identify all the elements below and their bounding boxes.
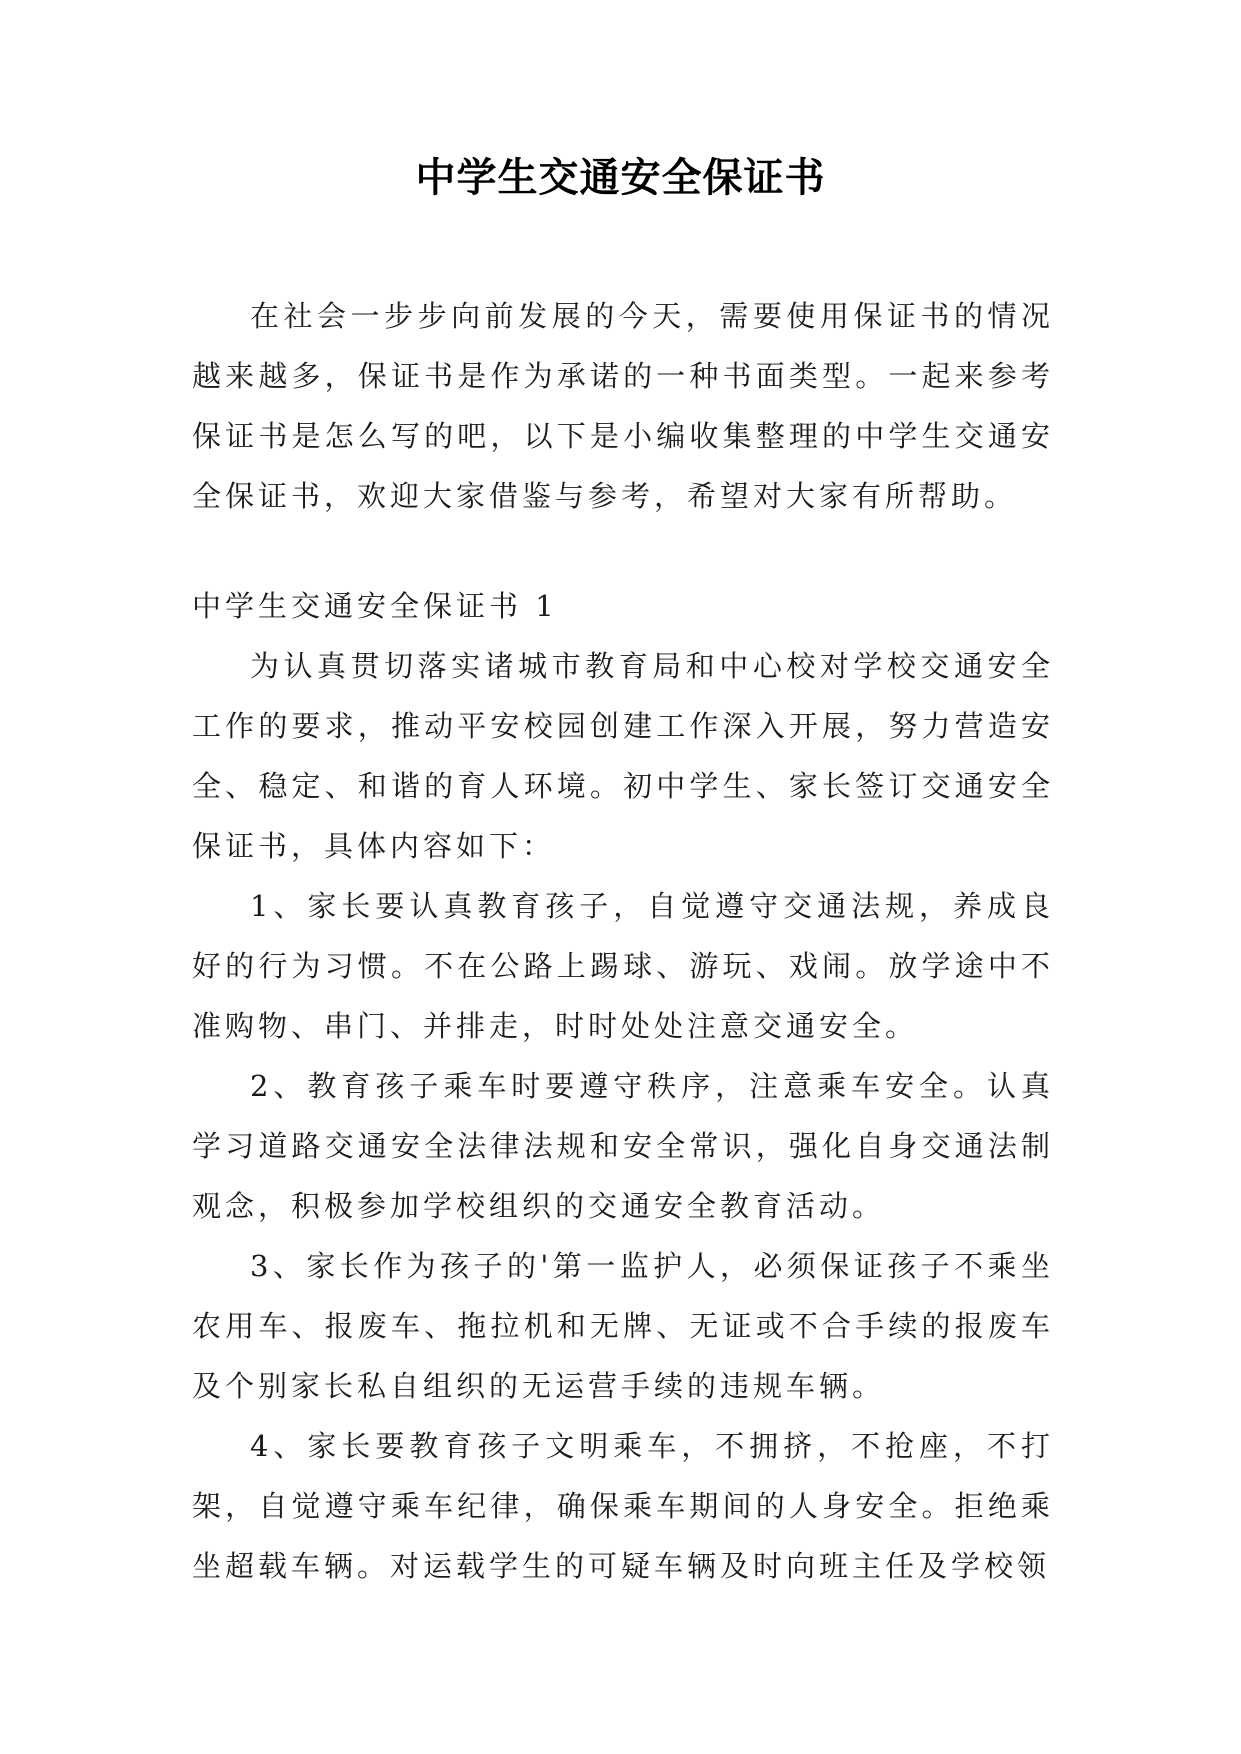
body-paragraph-item-3: 3、家长作为孩子的'第一监护人，必须保证孩子不乘坐农用车、报废车、拖拉机和无牌、无证或不合手续的报废车及个别家长私自组织的无运营手续的违规车辆。: [192, 1249, 1054, 1403]
intro-paragraph: 在社会一步步向前发展的今天，需要使用保证书的情况越来越多，保证书是作为承诺的一种书面类型。一起来参考保证书是怎么写的吧，以下是小编收集整理的中学生交通安全保证书，欢迎大家借鉴与参考，希望对大家有所帮助。: [192, 299, 1054, 513]
section-block: [192, 576, 1054, 1596]
body-paragraph-item-1: 1、家长要认真教育孩子，自觉遵守交通法规，养成良好的行为习惯。不在公路上踢球、游玩、戏闹。放学途中不准购物、串门、并排走，时时处处注意交通安全。: [192, 889, 1054, 1043]
body-paragraph-item-2: 2、教育孩子乘车时要遵守秩序，注意乘车安全。认真学习道路交通安全法律法规和安全常识，强化自身交通法制观念，积极参加学校组织的交通安全教育活动。: [192, 1069, 1054, 1223]
document-title: 中学生交通安全保证书: [415, 155, 826, 201]
section-heading: 中学生交通安全保证书 1: [192, 589, 558, 623]
body-paragraph-item-4: 4、家长要教育孩子文明乘车，不拥挤，不抢座，不打架，自觉遵守乘车纪律，确保乘车期间的人身安全。拒绝乘坐超载车辆。对运载学生的可疑车辆及时向班主任及学校领: [192, 1429, 1054, 1583]
body-paragraph: 为认真贯切落实诸城市教育局和中心校对学校交通安全工作的要求，推动平安校园创建工作深入开展，努力营造安全、稳定、和谐的育人环境。初中学生、家长签订交通安全保证书，具体内容如下：: [192, 649, 1054, 863]
intro-block: [192, 286, 1054, 526]
